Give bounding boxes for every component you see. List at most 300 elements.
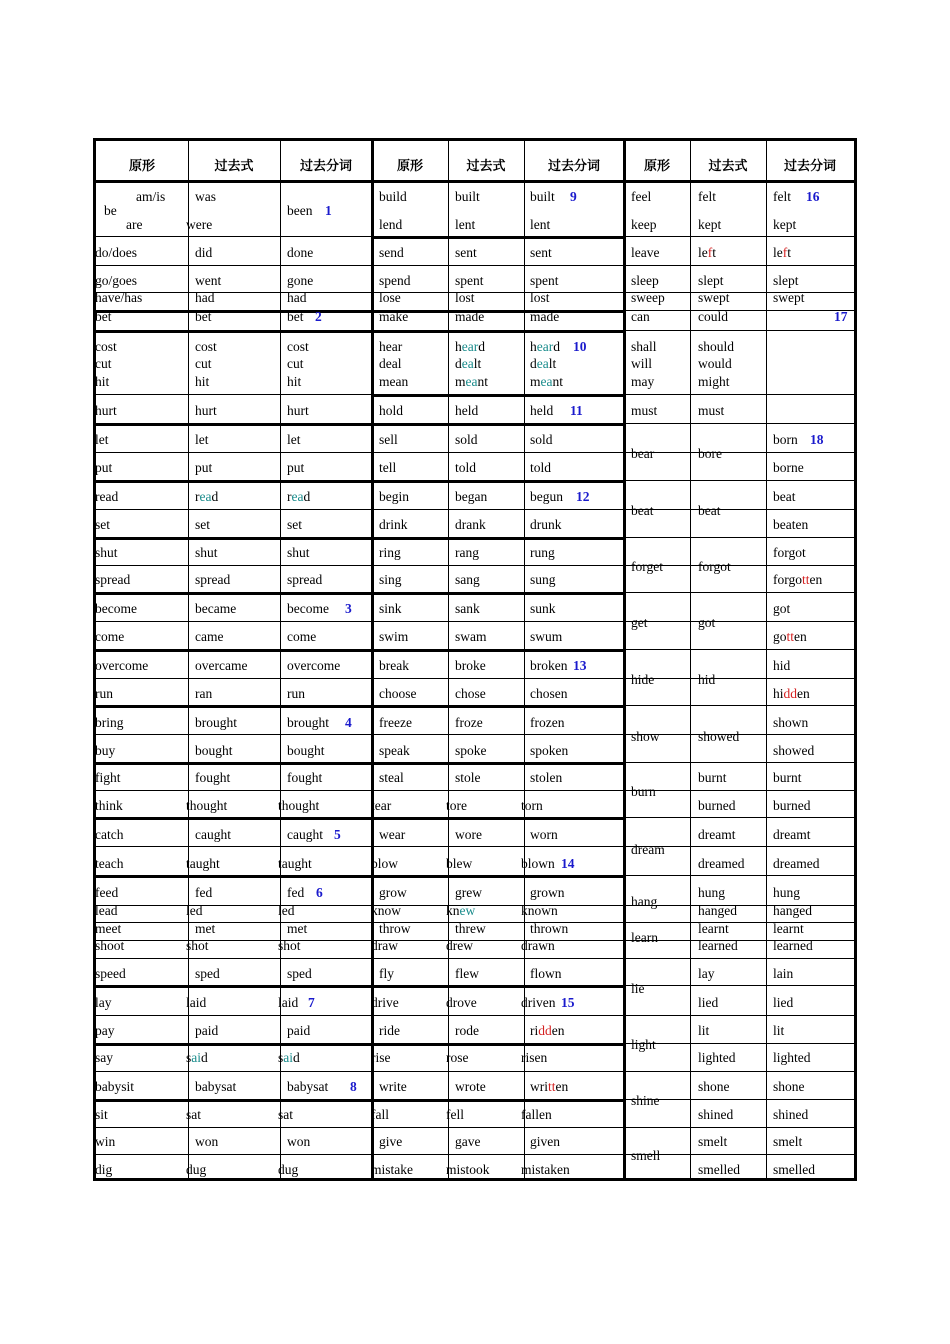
spelling-highlight: f xyxy=(707,245,713,260)
row-divider xyxy=(372,1099,624,1102)
verb-past: put xyxy=(195,460,213,475)
verb-past-participle: cost xyxy=(287,339,309,354)
verb-base: put xyxy=(95,460,113,475)
verb-past-participle: got xyxy=(773,601,791,616)
row-divider xyxy=(372,592,624,595)
verb-past-participle: lain xyxy=(773,966,794,981)
group-number: 14 xyxy=(561,856,575,871)
row-divider xyxy=(96,734,854,735)
verb-past-participle: forgot xyxy=(773,545,806,560)
verb-base: hear xyxy=(379,339,403,354)
verb-base: hit xyxy=(95,374,110,389)
verb-past-participle: sold xyxy=(530,432,553,447)
verb-base-form: are xyxy=(126,217,143,232)
verb-past-participle: put xyxy=(287,460,305,475)
verb-past: bought xyxy=(195,743,233,758)
verb-past-participle: blown xyxy=(521,856,555,871)
verb-past-participle: caught xyxy=(287,827,323,842)
verb-past-participle: shone xyxy=(773,1079,805,1094)
column-divider xyxy=(448,141,449,1178)
verb-past-participle: drawn xyxy=(521,938,555,953)
verb-past-participle: thrown xyxy=(530,921,569,936)
verb-base: fight xyxy=(95,770,121,785)
verb-base: be xyxy=(104,203,117,218)
verb-past-participle: dug xyxy=(278,1162,299,1177)
column-divider xyxy=(188,141,189,1178)
verb-past-participle: made xyxy=(530,309,560,324)
verb-base: bear xyxy=(631,446,655,461)
verb-base: sweep xyxy=(631,290,665,305)
group-number: 6 xyxy=(316,885,323,900)
row-divider xyxy=(372,1043,624,1046)
row-divider xyxy=(372,705,624,708)
header-cell: 过去式 xyxy=(466,159,506,174)
verb-base-form: am/is xyxy=(136,189,166,204)
verb-past: forgot xyxy=(698,559,731,574)
verb-base: send xyxy=(379,245,404,260)
verb-base: feel xyxy=(631,189,652,204)
row-divider xyxy=(96,537,372,540)
verb-past-participle: burned xyxy=(773,798,811,813)
verb-past: sang xyxy=(455,572,480,587)
verb-past-participle: fed xyxy=(287,885,305,900)
verb-base: bring xyxy=(95,715,124,730)
verb-base: tell xyxy=(379,460,397,475)
verb-past: rang xyxy=(455,545,479,560)
verb-past-participle: sped xyxy=(287,966,312,981)
verb-past-participle: bought xyxy=(287,743,325,758)
verb-past: wore xyxy=(455,827,482,842)
verb-base: sing xyxy=(379,572,402,587)
verb-past-participle: let xyxy=(287,432,301,447)
verb-base: think xyxy=(95,798,123,813)
verb-past: burned xyxy=(698,798,736,813)
verb-past: would xyxy=(698,356,732,371)
verb-past: caught xyxy=(195,827,231,842)
verb-past: said xyxy=(186,1050,208,1065)
verb-past-participle: hidden xyxy=(773,686,810,701)
verb-past-participle: beat xyxy=(773,489,796,504)
row-divider xyxy=(96,875,372,878)
verb-past: dealt xyxy=(455,356,482,371)
verb-past: lay xyxy=(698,966,715,981)
spelling-highlight: f xyxy=(782,245,788,260)
row-divider xyxy=(96,180,854,183)
row-divider xyxy=(96,480,372,483)
verb-past: bore xyxy=(698,446,722,461)
verb-past: overcame xyxy=(195,658,248,673)
verb-base: fly xyxy=(379,966,394,981)
verb-base: mean xyxy=(379,374,409,389)
group-number: 16 xyxy=(806,189,820,204)
verb-past-participle: overcome xyxy=(287,658,341,673)
verb-past: swam xyxy=(455,629,487,644)
verb-base: make xyxy=(379,309,409,324)
verb-base: let xyxy=(95,432,109,447)
verb-base: drive xyxy=(371,995,399,1010)
row-divider xyxy=(372,985,624,988)
verb-base: learn xyxy=(631,930,658,945)
column-divider xyxy=(371,141,374,1178)
verb-past: tore xyxy=(446,798,467,813)
verb-base: shut xyxy=(95,545,118,560)
verb-base: forget xyxy=(631,559,663,574)
group-number: 13 xyxy=(573,658,587,673)
verb-past-participle: laid xyxy=(278,995,299,1010)
row-divider xyxy=(96,565,854,566)
row-divider xyxy=(96,621,854,622)
verb-past-participle: sung xyxy=(530,572,556,587)
verb-past: stole xyxy=(455,770,481,785)
header-cell: 过去分词 xyxy=(783,159,836,174)
verb-past: taught xyxy=(186,856,220,871)
row-divider xyxy=(96,423,372,426)
row-divider xyxy=(372,330,624,333)
verb-past-participle: left xyxy=(773,245,792,260)
verb-base: bet xyxy=(95,309,112,324)
verb-past-participle: ridden xyxy=(530,1023,565,1038)
row-divider xyxy=(96,678,854,679)
spelling-highlight: ea xyxy=(540,374,553,389)
group-number: 2 xyxy=(315,309,322,324)
verb-past: cost xyxy=(195,339,217,354)
verb-past-participle: told xyxy=(530,460,552,475)
verb-base: sink xyxy=(379,601,402,616)
verb-past: drove xyxy=(446,995,477,1010)
verb-base: drink xyxy=(379,517,408,532)
verb-past: must xyxy=(698,403,725,418)
verb-past-participle: said xyxy=(278,1050,300,1065)
group-number: 5 xyxy=(334,827,341,842)
verb-past: knew xyxy=(446,903,476,918)
verb-past: babysat xyxy=(195,1079,237,1094)
verb-past: built xyxy=(455,189,480,204)
spelling-highlight: ew xyxy=(459,903,476,918)
verb-past-participle: gotten xyxy=(773,629,807,644)
verb-base: mistake xyxy=(371,1162,413,1177)
verb-base: sleep xyxy=(631,273,659,288)
verb-base: say xyxy=(95,1050,113,1065)
verb-past-participle: smelled xyxy=(773,1162,815,1177)
row-divider xyxy=(372,649,624,652)
verb-base: ring xyxy=(379,545,401,560)
row-divider xyxy=(96,509,854,510)
verb-base: meet xyxy=(95,921,122,936)
row-divider xyxy=(96,817,372,820)
verb-past: dug xyxy=(186,1162,207,1177)
verb-past: meant xyxy=(455,374,489,389)
verb-past-participle: dreamed xyxy=(773,856,820,871)
verb-past-participle: dreamt xyxy=(773,827,811,842)
verb-base: beat xyxy=(631,503,654,518)
column-divider xyxy=(280,141,281,1178)
row-divider xyxy=(96,1071,854,1072)
verb-base: feed xyxy=(95,885,119,900)
row-divider xyxy=(372,236,624,239)
verb-base: wear xyxy=(379,827,406,842)
verb-past: made xyxy=(455,309,485,324)
verb-past-participle: beaten xyxy=(773,517,809,532)
verb-past-participle: begun xyxy=(530,489,563,504)
verb-past: should xyxy=(698,339,735,354)
group-number: 9 xyxy=(570,189,577,204)
verb-base: begin xyxy=(379,489,409,504)
spelling-highlight: tt xyxy=(548,1079,556,1094)
verb-past: became xyxy=(195,601,237,616)
verb-base: cut xyxy=(95,356,112,371)
row-divider xyxy=(96,705,372,708)
verb-past-participle: fought xyxy=(287,770,323,785)
verb-base: fall xyxy=(371,1107,389,1122)
group-number: 17 xyxy=(834,309,848,324)
verb-past-participle: babysat xyxy=(287,1079,329,1094)
verb-past: had xyxy=(195,290,215,305)
group-number: 7 xyxy=(308,995,315,1010)
verb-base: win xyxy=(95,1134,116,1149)
verb-past-participle: written xyxy=(530,1079,569,1094)
group-number: 8 xyxy=(350,1079,357,1094)
verb-past-participle: cut xyxy=(287,356,304,371)
verb-past: slept xyxy=(698,273,724,288)
verb-past-participle: swept xyxy=(773,290,805,305)
verb-past: hit xyxy=(195,374,210,389)
verb-base: read xyxy=(95,489,119,504)
verb-past: gave xyxy=(455,1134,481,1149)
verb-past-participle: had xyxy=(287,290,307,305)
verb-past: lighted xyxy=(698,1050,736,1065)
verb-base: dig xyxy=(95,1162,113,1177)
verb-past: hid xyxy=(698,672,716,687)
verb-past-participle: read xyxy=(287,489,311,504)
group-number: 3 xyxy=(345,601,352,616)
verb-base: smell xyxy=(631,1148,661,1163)
verb-past-participle: borne xyxy=(773,460,804,475)
spelling-highlight: ea xyxy=(461,356,474,371)
verb-past: spent xyxy=(455,273,484,288)
verb-past: dreamt xyxy=(698,827,736,842)
spelling-highlight: dd xyxy=(783,686,798,701)
verb-past-participle: shown xyxy=(773,715,809,730)
verb-base: burn xyxy=(631,784,656,799)
verb-past: spread xyxy=(195,572,231,587)
verb-base: buy xyxy=(95,743,116,758)
verb-base: overcome xyxy=(95,658,149,673)
verb-base: shine xyxy=(631,1093,660,1108)
row-divider xyxy=(96,1099,372,1102)
verb-base: hurt xyxy=(95,403,117,418)
verb-past: spoke xyxy=(455,743,487,758)
verb-past: could xyxy=(698,309,728,324)
verb-base: hide xyxy=(631,672,655,687)
verb-past-participle: met xyxy=(287,921,308,936)
verb-base: break xyxy=(379,658,409,673)
verb-base: choose xyxy=(379,686,417,701)
verb-past: threw xyxy=(455,921,486,936)
verb-base: swim xyxy=(379,629,409,644)
verb-past-participle: lent xyxy=(530,217,551,232)
verb-past-participle: stolen xyxy=(530,770,563,785)
verb-past-participle: hanged xyxy=(773,903,812,918)
row-divider xyxy=(96,649,372,652)
verb-past: blew xyxy=(446,856,473,871)
verb-base: spend xyxy=(379,273,411,288)
verb-past: shined xyxy=(698,1107,734,1122)
row-divider xyxy=(372,480,624,483)
verb-base: hang xyxy=(631,894,658,909)
verb-base: show xyxy=(631,729,660,744)
verb-base: ride xyxy=(379,1023,400,1038)
verb-base: cost xyxy=(95,339,117,354)
group-number: 4 xyxy=(345,715,352,730)
verb-past-participle: won xyxy=(287,1134,311,1149)
verb-past: mistook xyxy=(446,1162,490,1177)
verb-past-participle: paid xyxy=(287,1023,311,1038)
verb-past-participle: become xyxy=(287,601,329,616)
verb-past-participle: lost xyxy=(530,290,550,305)
verb-past: smelled xyxy=(698,1162,740,1177)
verb-base: blow xyxy=(371,856,398,871)
verb-past: got xyxy=(698,615,716,630)
column-divider xyxy=(766,141,767,1178)
verb-base: will xyxy=(631,356,653,371)
verb-base: leave xyxy=(631,245,660,260)
verb-past-participle: forgotten xyxy=(773,572,823,587)
row-divider xyxy=(372,537,624,540)
verb-past-participle: swum xyxy=(530,629,563,644)
verb-past-participle: sat xyxy=(278,1107,293,1122)
spelling-highlight: ea xyxy=(536,356,549,371)
verb-past: lit xyxy=(698,1023,710,1038)
verb-past-participle: fallen xyxy=(521,1107,552,1122)
verb-base: may xyxy=(631,374,655,389)
verb-past: were xyxy=(186,217,213,232)
row-divider xyxy=(96,310,372,313)
verb-past: wrote xyxy=(455,1079,486,1094)
verb-base: can xyxy=(631,309,650,324)
verb-past: fell xyxy=(446,1107,464,1122)
verb-past: laid xyxy=(186,995,207,1010)
verb-past-participle: broken xyxy=(530,658,568,673)
verb-base: set xyxy=(95,517,110,532)
verb-past-participle: torn xyxy=(521,798,543,813)
row-divider xyxy=(96,1015,854,1016)
verb-base: keep xyxy=(631,217,657,232)
row-divider xyxy=(96,958,854,959)
verb-past: drank xyxy=(455,517,486,532)
verb-base: teach xyxy=(95,856,124,871)
verb-past-participle: set xyxy=(287,517,302,532)
group-number: 15 xyxy=(561,995,575,1010)
verb-past: showed xyxy=(698,729,740,744)
verb-past-participle: hurt xyxy=(287,403,309,418)
verb-past: fed xyxy=(195,885,213,900)
verb-past: broke xyxy=(455,658,486,673)
row-divider xyxy=(96,592,372,595)
header-cell: 过去分词 xyxy=(547,159,600,174)
verb-past: left xyxy=(698,245,717,260)
verb-base: spread xyxy=(95,572,131,587)
verb-past-participle: brought xyxy=(287,715,329,730)
spelling-highlight: ea xyxy=(199,489,212,504)
verb-past: set xyxy=(195,517,210,532)
row-divider xyxy=(96,985,372,988)
verb-past-participle: done xyxy=(287,245,314,260)
verb-past-participle: built xyxy=(530,189,555,204)
verb-past: was xyxy=(195,189,216,204)
verb-base: light xyxy=(631,1037,656,1052)
verb-past-participle: learned xyxy=(773,938,813,953)
verb-past-participle: come xyxy=(287,629,317,644)
row-divider xyxy=(372,762,624,765)
group-number: 1 xyxy=(325,203,332,218)
verb-past-participle: hit xyxy=(287,374,302,389)
verb-past: smelt xyxy=(698,1134,728,1149)
verb-past: might xyxy=(698,374,730,389)
verb-past-participle: mistaken xyxy=(521,1162,570,1177)
verb-past: hurt xyxy=(195,403,217,418)
spelling-highlight: ai xyxy=(283,1050,294,1065)
verb-base: deal xyxy=(379,356,402,371)
verb-past-participle: driven xyxy=(521,995,556,1010)
verb-past: sat xyxy=(186,1107,201,1122)
verb-past: kept xyxy=(698,217,722,232)
verb-past-participle: hung xyxy=(773,885,800,900)
verb-past: flew xyxy=(455,966,479,981)
verb-past-participle: shined xyxy=(773,1107,809,1122)
verb-past: did xyxy=(195,245,213,260)
verb-past: fought xyxy=(195,770,231,785)
verb-past: let xyxy=(195,432,209,447)
verb-past-participle: worn xyxy=(530,827,558,842)
verb-base: lie xyxy=(631,981,645,996)
verb-past-participle: given xyxy=(530,1134,560,1149)
verb-base: must xyxy=(631,403,658,418)
verb-past: ran xyxy=(195,686,213,701)
verb-past: cut xyxy=(195,356,212,371)
verb-base: sit xyxy=(95,1107,108,1122)
verb-base: catch xyxy=(95,827,124,842)
verb-past: bet xyxy=(195,309,212,324)
spelling-highlight: ea xyxy=(465,374,478,389)
group-number: 10 xyxy=(573,339,587,354)
verb-past-participle: gone xyxy=(287,273,314,288)
verb-base: dream xyxy=(631,842,665,857)
verb-past: read xyxy=(195,489,219,504)
verb-base: speak xyxy=(379,743,410,758)
verb-past-participle: led xyxy=(278,903,295,918)
row-divider xyxy=(372,875,624,878)
verb-past-participle: spread xyxy=(287,572,323,587)
verb-past: learnt xyxy=(698,921,729,936)
verb-base: lend xyxy=(379,217,403,232)
verb-base: sell xyxy=(379,432,398,447)
verb-past-participle: held xyxy=(530,403,554,418)
verb-past-participle: spoken xyxy=(530,743,569,758)
header-cell: 原形 xyxy=(128,159,155,174)
verb-base: babysit xyxy=(95,1079,134,1094)
verb-past: sold xyxy=(455,432,478,447)
header-cell: 原形 xyxy=(643,159,670,174)
verb-past-participle: been xyxy=(287,203,313,218)
spelling-highlight: tt xyxy=(802,572,810,587)
spelling-highlight: ai xyxy=(191,1050,202,1065)
verb-past: dreamed xyxy=(698,856,745,871)
verb-past-participle: heard xyxy=(530,339,560,354)
verb-base: pay xyxy=(95,1023,115,1038)
verb-base: build xyxy=(379,189,407,204)
verb-past: lent xyxy=(455,217,476,232)
spelling-highlight: ear xyxy=(536,339,554,354)
